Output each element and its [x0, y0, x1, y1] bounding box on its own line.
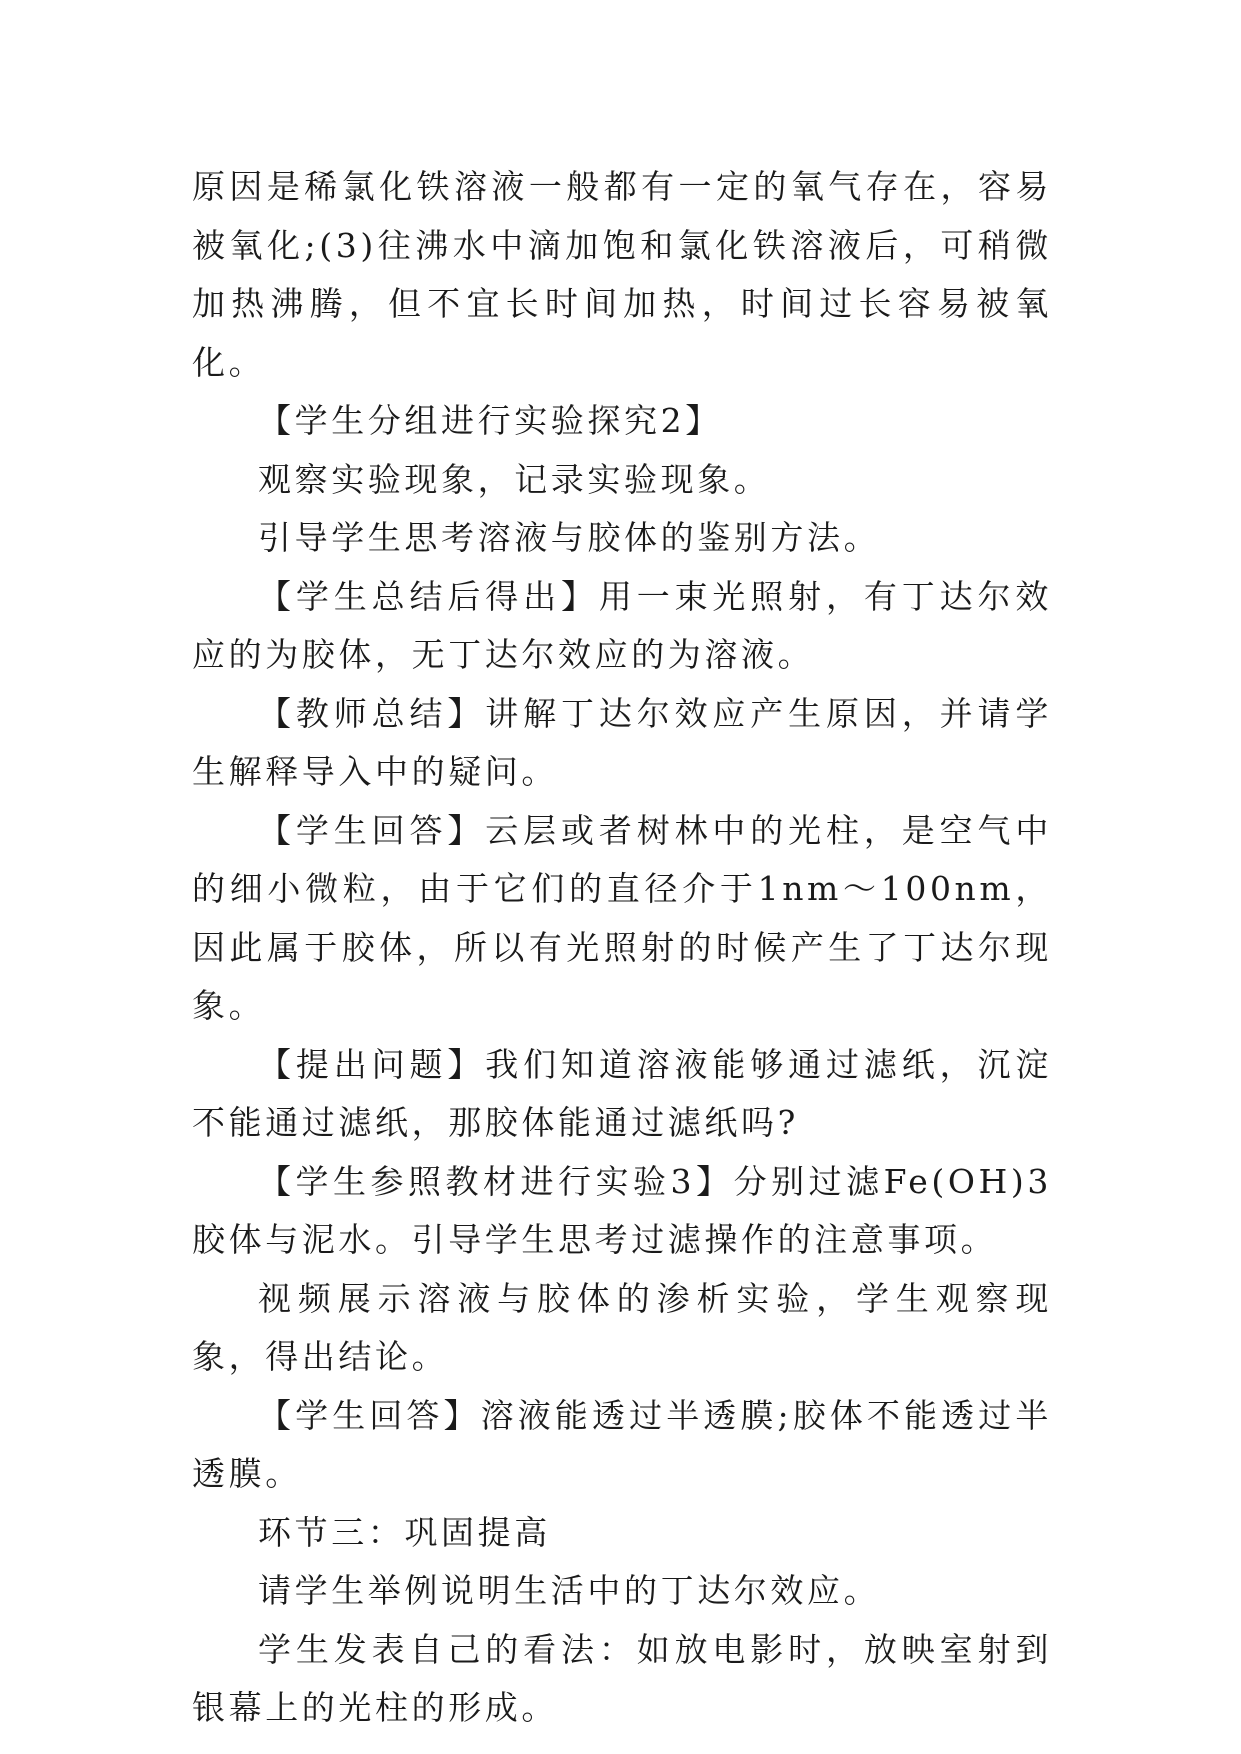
- paragraph-7: 【学生回答】云层或者树林中的光柱，是空气中的细小微粒，由于它们的直径介于1nm～100nm，因此属于胶体，所以有光照射的时候产生了丁达尔现象。: [192, 810, 1052, 1025]
- paragraph-4: 引导学生思考溶液与胶体的鉴别方法。: [258, 518, 881, 557]
- paragraph-2: 【学生分组进行实验探究2】: [258, 401, 722, 440]
- paragraph-12: 环节三：巩固提高: [258, 1512, 551, 1552]
- paragraph-10: 视频展示溶液与胶体的渗析实验，学生观察现象，得出结论。: [192, 1278, 1052, 1376]
- document-page: [192, 158, 1052, 1738]
- paragraph-3: 观察实验现象，记录实验现象。: [258, 459, 771, 499]
- paragraph-1: 原因是稀氯化铁溶液一般都有一定的氧气存在，容易被氧化;(3)往沸水中滴加饱和氯化铁溶液后，可稍微加热沸腾，但不宜长时间加热，时间过长容易被氧化。: [192, 167, 1052, 382]
- paragraph-14: 学生发表自己的看法：如放电影时，放映室射到银幕上的光柱的形成。: [192, 1629, 1052, 1727]
- paragraph-9: 【学生参照教材进行实验3】分别过滤Fe(OH)3胶体与泥水。引导学生思考过滤操作的注意事项。: [192, 1161, 1052, 1259]
- paragraph-13: 请学生举例说明生活中的丁达尔效应。: [258, 1571, 881, 1610]
- paragraph-6: 【教师总结】讲解丁达尔效应产生原因，并请学生解释导入中的疑问。: [192, 693, 1052, 791]
- paragraph-5: 【学生总结后得出】用一束光照射，有丁达尔效应的为胶体，无丁达尔效应的为溶液。: [192, 576, 1052, 674]
- paragraph-8: 【提出问题】我们知道溶液能够通过滤纸，沉淀不能通过滤纸，那胶体能通过滤纸吗?: [192, 1044, 1052, 1142]
- paragraph-11: 【学生回答】溶液能透过半透膜;胶体不能透过半透膜。: [192, 1395, 1052, 1493]
